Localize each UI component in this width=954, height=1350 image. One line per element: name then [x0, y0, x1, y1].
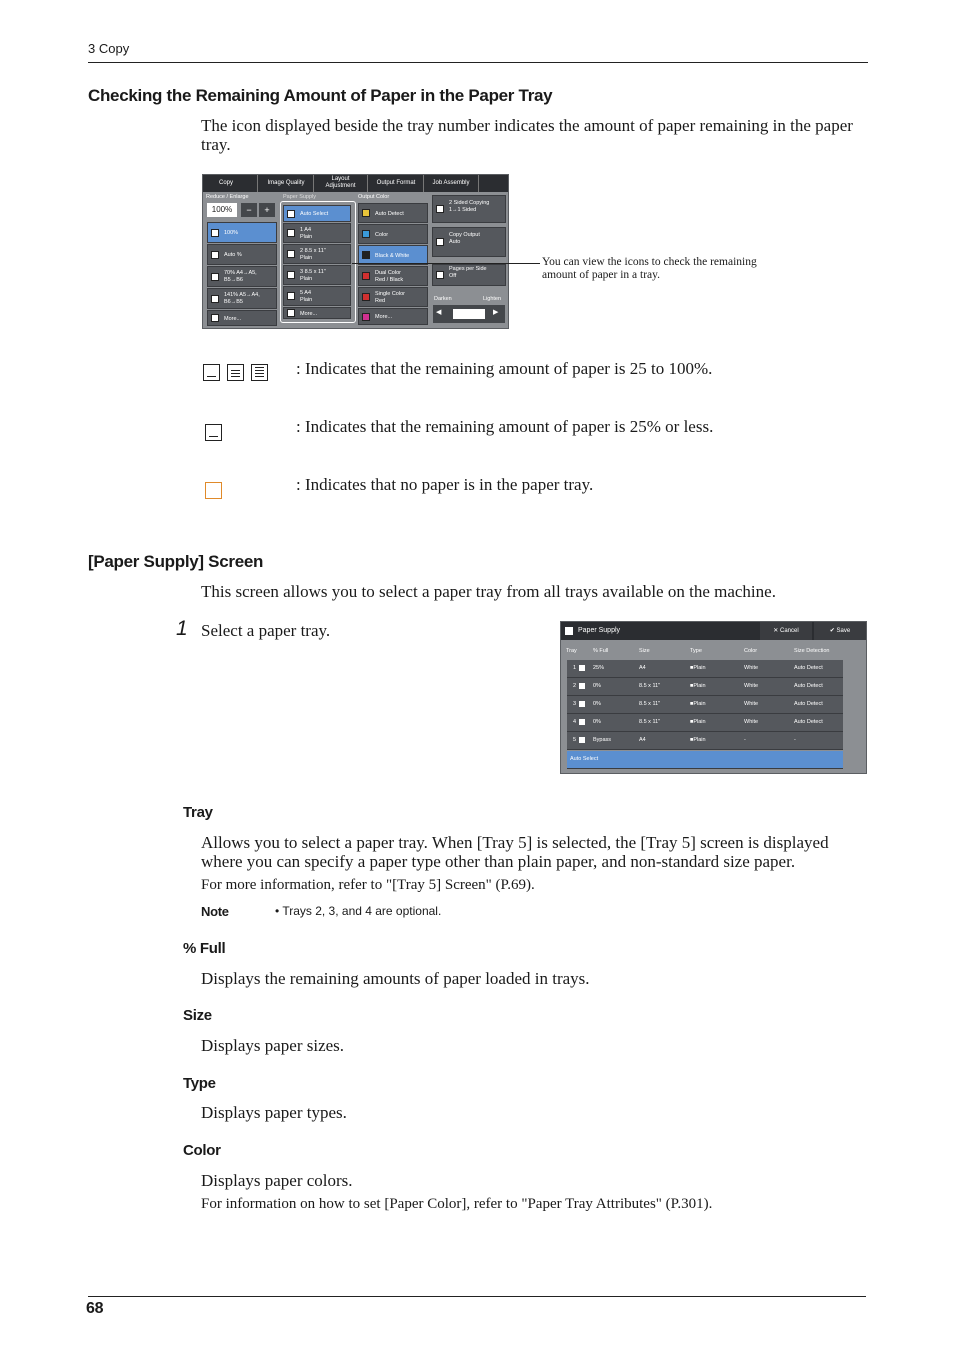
tab-layout-adjustment[interactable]: Layout Adjustment: [314, 175, 368, 192]
reduce-141-button[interactable]: 141% A5→A4, B6→B5: [207, 288, 277, 309]
page-number: 68: [86, 1300, 104, 1317]
density-scale: [453, 309, 485, 319]
paper-low-icon: [205, 424, 222, 441]
output-icon: [436, 238, 444, 246]
full-text: Displays the remaining amounts of paper loaded in trays.: [201, 969, 590, 988]
color-bw-button[interactable]: Black & White: [358, 245, 428, 265]
save-button[interactable]: ✔ Save: [814, 622, 866, 640]
table-row[interactable]: 5 Bypass A4 ■ Plain - -: [567, 732, 843, 750]
paper-supply-header: [561, 622, 866, 640]
tray-text: Allows you to select a paper tray. When [Tray 5] is selected, the [Tray 5] screen is displayed where you can specify a paper type other than plain paper, and non-standard size paper.: [201, 833, 829, 871]
paper-supply-icon: [565, 627, 573, 635]
table-row[interactable]: 3 0% 8.5 x 11" ■ Plain White Auto Detect: [567, 696, 843, 714]
section2-intro: This screen allows you to select a paper tray from all trays available on the machine.: [201, 582, 776, 601]
cancel-button[interactable]: ✕ Cancel: [760, 622, 812, 640]
color-icon: [362, 251, 370, 259]
icon-empty-text: : Indicates that no paper is in the paper tray.: [296, 475, 594, 494]
section-intro: The icon displayed beside the tray number indicates the amount of paper remaining in the paper tray.: [201, 116, 853, 154]
tray-icon: [579, 719, 585, 725]
pages-icon: [436, 271, 444, 279]
table-row[interactable]: 1 25% A4 ■ Plain White Auto Detect: [567, 660, 843, 678]
tray-heading: Tray: [183, 804, 213, 821]
tray-2-button[interactable]: 2 8.5 x 11" Plain: [283, 244, 351, 264]
header-rule: [88, 62, 868, 63]
color-icon: [362, 313, 370, 321]
two-sided-button[interactable]: 2 Sided Copying 1→1 Sided: [432, 195, 506, 223]
step-number: 1: [176, 617, 188, 640]
col-tray: Tray: [566, 648, 577, 654]
paper-low-icon: [203, 364, 220, 381]
paper-supply-screenshot: [560, 621, 867, 774]
color-auto-detect-button[interactable]: Auto Detect: [358, 203, 428, 223]
paper-supply-label: Paper Supply: [283, 194, 317, 200]
output-color-label: Output Color: [358, 194, 390, 200]
color-color-button[interactable]: Color: [358, 224, 428, 244]
copy-screen-screenshot: [202, 174, 509, 329]
zoom-plus-button[interactable]: +: [259, 203, 275, 217]
zoom-minus-button[interactable]: −: [241, 203, 257, 217]
icon-full-text: : Indicates that the remaining amount of paper is 25 to 100%.: [296, 359, 713, 378]
tab-job-assembly[interactable]: Job Assembly: [424, 175, 479, 192]
auto-select-button[interactable]: Auto Select: [283, 205, 351, 222]
tray-5-button[interactable]: 5 A4 Plain: [283, 286, 351, 306]
type-heading: Type: [183, 1075, 216, 1092]
density-slider[interactable]: [433, 305, 505, 323]
copy-icon: [211, 295, 219, 303]
color-icon: [362, 209, 370, 217]
tray-1-button[interactable]: 1 A4 Plain: [283, 223, 351, 243]
table-row[interactable]: 4 0% 8.5 x 11" ■ Plain White Auto Detect: [567, 714, 843, 732]
color-icon: [362, 293, 370, 301]
size-heading: Size: [183, 1007, 212, 1024]
size-text: Displays paper sizes.: [201, 1036, 345, 1055]
tab-copy[interactable]: Copy: [203, 175, 258, 192]
reduce-enlarge-label: Reduce / Enlarge: [206, 194, 249, 200]
tray-icon: [287, 309, 295, 317]
note-text: • Trays 2, 3, and 4 are optional.: [275, 904, 442, 918]
reduce-more-button[interactable]: More...: [207, 310, 277, 326]
callout-text: You can view the icons to check the remaining amount of paper in a tray.: [542, 256, 757, 281]
color-text: Displays paper colors.: [201, 1171, 353, 1190]
auto-select-row[interactable]: Auto Select: [567, 751, 843, 769]
tray-icon: [287, 210, 295, 218]
tray-icon: [579, 683, 585, 689]
paper-full-icon: [251, 364, 268, 381]
paper-half-icon: [227, 364, 244, 381]
copy-icon: [211, 273, 219, 281]
tray-icon: [287, 271, 295, 279]
tray-icon: [287, 250, 295, 258]
icon-low-text: : Indicates that the remaining amount of paper is 25% or less.: [296, 417, 714, 436]
reduce-100-button[interactable]: 100%: [207, 222, 277, 243]
tray-ref: For more information, refer to "[Tray 5] Screen" (P.69).: [201, 877, 535, 893]
color-single-button[interactable]: Single Color Red: [358, 287, 428, 307]
lighter-arrow-icon[interactable]: ▶: [493, 309, 499, 316]
paper-supply-title: Paper Supply: [578, 627, 621, 634]
copy-icon: [211, 229, 219, 237]
color-more-button[interactable]: More...: [358, 308, 428, 325]
color-icon: [362, 230, 370, 238]
tray-icon: [287, 292, 295, 300]
reduce-auto-button[interactable]: Auto %: [207, 244, 277, 265]
section-title: Checking the Remaining Amount of Paper in the Paper Tray: [88, 86, 553, 105]
reduce-70-button[interactable]: 70% A4→A5, B5→B6: [207, 266, 277, 287]
tray-icon: [579, 701, 585, 707]
chapter-header: 3 Copy: [88, 41, 130, 56]
pages-per-side-button[interactable]: Pages per Side Off: [432, 264, 506, 286]
duplex-icon: [436, 205, 444, 213]
color-dual-button[interactable]: Dual Color Red / Black: [358, 266, 428, 286]
copy-output-button[interactable]: Copy Output Auto: [432, 227, 506, 257]
copy-icon: [211, 251, 219, 259]
color-heading: Color: [183, 1142, 221, 1159]
bypass-tray-icon: [579, 737, 585, 743]
tray-icon: [579, 665, 585, 671]
tab-output-format[interactable]: Output Format: [369, 175, 424, 192]
col-size: Size: [639, 648, 650, 654]
color-ref: For information on how to set [Paper Color], refer to "Paper Tray Attributes" (P.301).: [201, 1196, 713, 1212]
note-label: Note: [201, 904, 229, 919]
zoom-value[interactable]: 100%: [207, 203, 237, 217]
callout-line: [352, 263, 540, 264]
color-icon: [362, 272, 370, 280]
darker-arrow-icon[interactable]: ◀: [436, 309, 442, 316]
lighten-label: Lighten: [483, 296, 502, 302]
col-type: Type: [690, 648, 702, 654]
col-full: % Full: [593, 648, 609, 654]
col-size-detection: Size Detection: [794, 648, 830, 654]
table-row[interactable]: 2 0% 8.5 x 11" ■ Plain White Auto Detect: [567, 678, 843, 696]
copy-icon: [211, 314, 219, 322]
darken-label: Darken: [434, 296, 452, 302]
tab-image-quality[interactable]: Image Quality: [259, 175, 314, 192]
step-text: Select a paper tray.: [201, 621, 331, 640]
footer-rule: [88, 1296, 866, 1297]
paper-more-button[interactable]: More...: [283, 307, 351, 319]
section2-title: [Paper Supply] Screen: [88, 552, 264, 571]
type-text: Displays paper types.: [201, 1103, 347, 1122]
col-color: Color: [744, 648, 758, 654]
full-heading: % Full: [183, 940, 226, 957]
tab-bar: [203, 175, 508, 192]
paper-empty-icon: [205, 482, 222, 499]
tray-3-button[interactable]: 3 8.5 x 11" Plain: [283, 265, 351, 285]
tray-icon: [287, 229, 295, 237]
